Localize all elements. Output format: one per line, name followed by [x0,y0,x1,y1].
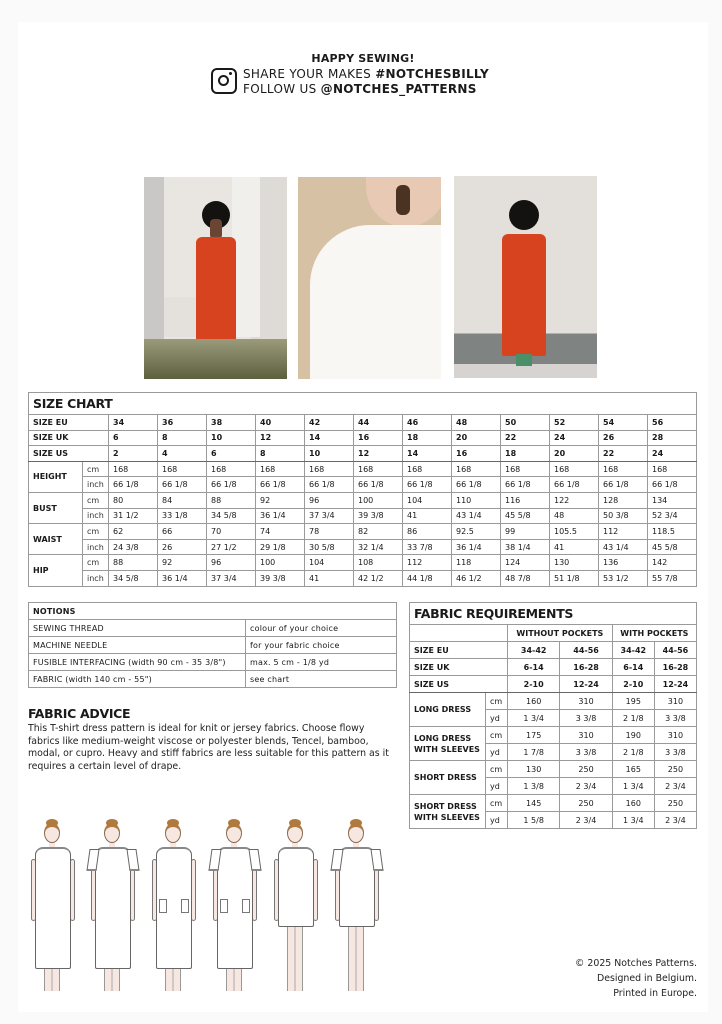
instagram-lens [218,75,229,86]
pocket [181,899,189,913]
illustration-short-dress [271,819,321,999]
pattern-page [18,22,708,1012]
photo-tee-closeup [298,177,441,379]
size-us-row: SIZE US 2 4 6 8 10 12 14 16 18 20 22 24 [29,446,697,462]
size-chart-table [28,392,697,587]
notion-row: MACHINE NEEDLE for your fabric choice [29,637,397,654]
follow-prefix: FOLLOW US [243,82,321,96]
orange-dress [502,234,546,356]
short-dress-label: SHORT DRESS [410,761,486,795]
height-inch-row: inch 66 1/8 66 1/8 66 1/8 66 1/8 66 1/8 66 1/8 66 1/8 66 1/8 66 1/8 66 1/8 66 1/8 66 1/8 [29,477,697,493]
waist-label: WAIST [29,524,83,555]
share-line [243,67,489,81]
illustration-long-dress-pockets [149,819,199,999]
white-tee [310,225,441,379]
grass [144,339,287,379]
hip-cm-row: HIP cm 88 92 96 100 104 108 112 118 124 130 136 142 [29,555,697,571]
size-eu-row: SIZE EU 34 36 38 40 42 44 46 48 50 52 54 56 [29,415,697,431]
instagram-handle: @NOTCHES_PATTERNS [320,82,477,96]
pocket-group-header [410,625,697,642]
fabric-size-uk-row: SIZE UK 6-14 16-28 6-14 16-28 [410,659,697,676]
dress-shape [95,847,131,969]
short-dress-cm-row: SHORT DRESS cm 130 250 165 250 [410,761,697,778]
figure-head [226,823,242,843]
height-cm-row: HEIGHT cm 168 168 168 168 168 168 168 168 168 168 168 168 [29,461,697,477]
fabric-requirements-table [409,602,697,829]
dress-shape [35,847,71,969]
long-dress-cm-row: LONG DRESS cm 160 310 195 310 [410,693,697,710]
bust-label: BUST [29,492,83,523]
hashtag: #NOTCHESBILLY [375,67,489,81]
dress-shape [278,847,314,927]
fabric-advice-text: This T-shirt dress pattern is ideal for knit or jersey fabrics. Choose flowy fabrics like medium-weight viscose or polyester blends, Tencel, bamboo, modal, or cupro. Heavy and stiff fabrics are less suitable for this pattern as it requires a certain level of drape. [28,723,389,772]
hip-label: HIP [29,555,83,586]
short-dress-sleeves-cm-row: SHORT DRESS WITH SLEEVES cm 145 250 160 250 [410,795,697,812]
copyright: © 2025 Notches Patterns. [575,958,697,969]
long-dress-yd-row: yd 1 3/4 3 3/8 2 1/8 3 3/8 [410,710,697,727]
height-label: HEIGHT [29,461,83,492]
model-hair [396,185,410,215]
model-face [210,219,222,239]
short-dress-sleeves-label: SHORT DRESS WITH SLEEVES [410,795,486,829]
illustration-short-dress-sleeves [332,819,382,999]
pocket [220,899,228,913]
notions-table [28,602,397,688]
long-dress-sleeves-yd-row: yd 1 7/8 3 3/8 2 1/8 3 3/8 [410,744,697,761]
pocket [159,899,167,913]
pillar [232,177,260,337]
figure-head [104,823,120,843]
bust-cm-row: BUST cm 80 84 88 92 96 100 104 110 116 122 128 134 [29,492,697,508]
fabric-advice-title: FABRIC ADVICE [28,706,131,721]
illustration-long-dress-sleeves [88,819,138,999]
figure-head [287,823,303,843]
follow-line [243,82,477,96]
with-pockets-header: WITH POCKETS [612,625,696,642]
happy-sewing-title: HAPPY SEWING! [311,52,415,65]
fabric-advice [28,706,398,773]
dress-shape [339,847,375,927]
bust-inch-row: inch 31 1/2 33 1/8 34 5/8 36 1/4 37 3/4 39 3/8 41 43 1/4 45 5/8 48 50 3/8 52 3/4 [29,508,697,524]
fabric-requirements-title: FABRIC REQUIREMENTS [410,603,697,625]
waist-cm-row: WAIST cm 62 66 70 74 78 82 86 92.5 99 105.5 112 118.5 [29,524,697,540]
long-dress-sleeves-label: LONG DRESS WITH SLEEVES [410,727,486,761]
instagram-icon [211,68,237,94]
printed-in: Printed in Europe. [613,988,697,999]
green-sandals [516,354,532,366]
size-uk-row: SIZE UK 6 8 10 12 14 16 18 20 22 24 26 28 [29,430,697,446]
pocket [242,899,250,913]
footer [575,956,697,1001]
fabric-size-us-row: SIZE US 2-10 12-24 2-10 12-24 [410,676,697,693]
illustration-long-dress [28,819,78,999]
short-dress-sleeves-yd-row: yd 1 5/8 2 3/4 1 3/4 2 3/4 [410,812,697,829]
share-prefix: SHARE YOUR MAKES [243,67,376,81]
hip-inch-row: inch 34 5/8 36 1/4 37 3/4 39 3/8 41 42 1/2 44 1/8 46 1/2 48 7/8 51 1/8 53 1/2 55 7/8 [29,570,697,586]
figure-head [348,823,364,843]
size-chart-title: SIZE CHART [29,393,697,415]
model-head [509,200,539,230]
figure-head [44,823,60,843]
photo-back-long-dress [454,176,597,378]
fabric-size-eu-row: SIZE EU 34-42 44-56 34-42 44-56 [410,642,697,659]
notion-row: SEWING THREAD colour of your choice [29,620,397,637]
without-pockets-header: WITHOUT POCKETS [508,625,613,642]
illustration-long-dress-sleeves-pockets [210,819,260,999]
designed-in: Designed in Belgium. [596,973,697,984]
long-dress-sleeves-cm-row: LONG DRESS WITH SLEEVES cm 175 310 190 310 [410,727,697,744]
notion-row: FABRIC (width 140 cm - 55") see chart [29,671,397,688]
figure-head [165,823,181,843]
instagram-dot [229,72,232,75]
photo-front-long-dress [144,177,287,379]
waist-inch-row: inch 24 3/8 26 27 1/2 29 1/8 30 5/8 32 1/4 33 7/8 36 1/4 38 1/4 41 43 1/4 45 5/8 [29,539,697,555]
notion-row: FUSIBLE INTERFACING (width 90 cm - 35 3/8") max. 5 cm - 1/8 yd [29,654,397,671]
short-dress-yd-row: yd 1 3/8 2 3/4 1 3/4 2 3/4 [410,778,697,795]
notions-title: NOTIONS [29,603,397,620]
long-dress-label: LONG DRESS [410,693,486,727]
